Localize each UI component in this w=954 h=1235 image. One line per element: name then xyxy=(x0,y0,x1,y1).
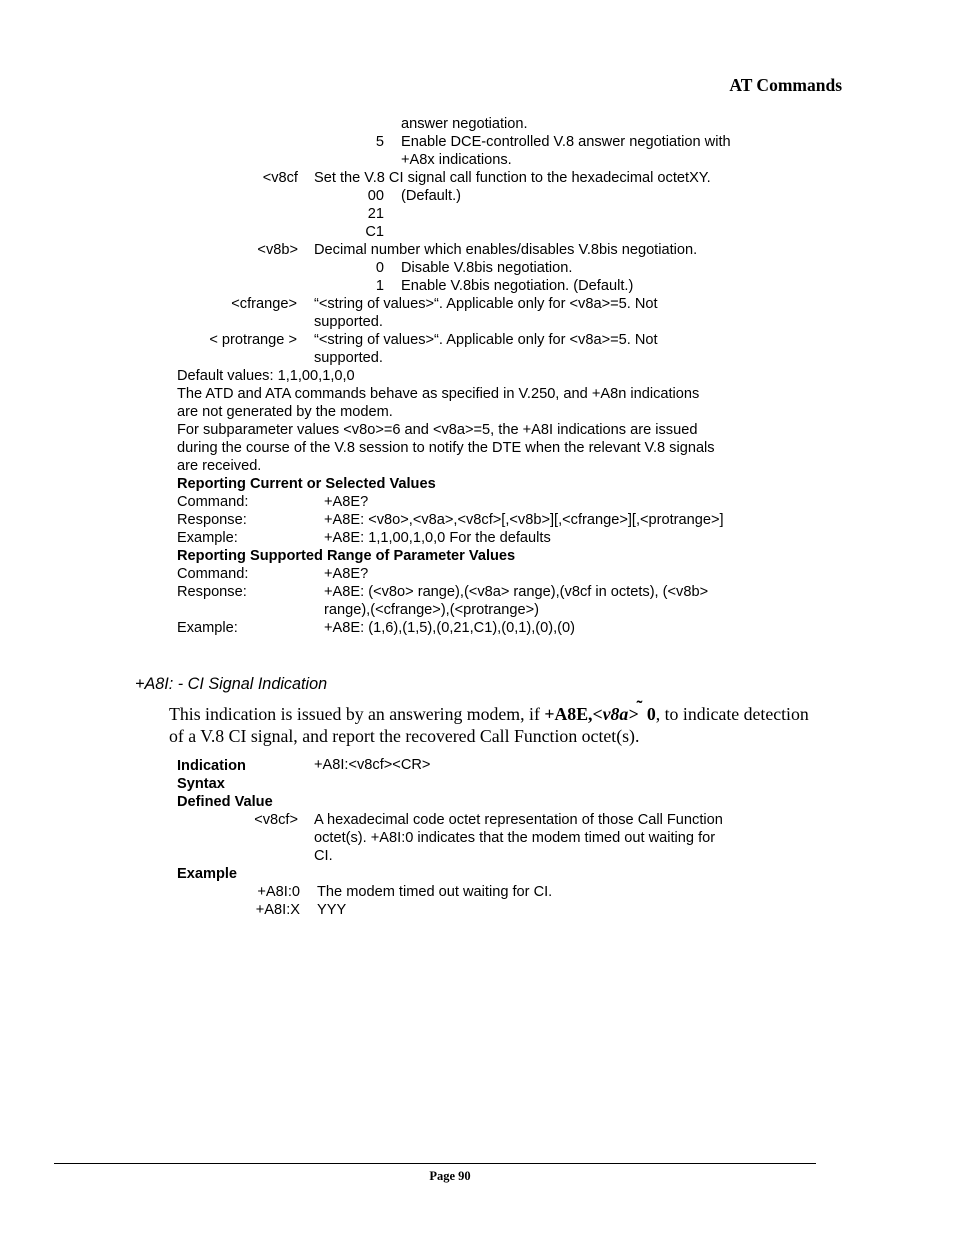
v8a-value-5-desc-cont: +A8x indications. xyxy=(401,152,512,168)
example-1-desc: The modem timed out waiting for CI. xyxy=(317,884,553,900)
v8b-value-1: 1 xyxy=(375,278,384,294)
a8i-intro-param: <v8a> xyxy=(592,704,639,724)
supported-response-value: +A8E: (<v8o> range),(<v8a> range),(v8cf in octets), (<v8b> xyxy=(324,584,709,600)
supported-command-label: Command: xyxy=(177,566,249,582)
supported-command-value: +A8E? xyxy=(324,566,369,582)
a8i-v8cf-desc-end: CI. xyxy=(314,848,333,864)
a8i-intro-tilde: ˜ xyxy=(636,697,643,717)
v8cf-value-00-desc: (Default.) xyxy=(401,188,462,204)
v8a-value-5: 5 xyxy=(375,134,384,150)
syntax-label: Syntax xyxy=(177,776,225,792)
param-v8b-name: <v8b> xyxy=(257,242,298,258)
v8a-value-5-desc: Enable DCE-controlled V.8 answer negotiation with xyxy=(401,134,731,150)
subparameter-note-cont: during the course of the V.8 session to notify the DTE when the relevant V.8 signals xyxy=(177,440,715,456)
atd-note: The ATD and ATA commands behave as specified in V.250, and +A8n indications xyxy=(177,386,700,402)
current-command-label: Command: xyxy=(177,494,249,510)
atd-note-cont: are not generated by the modem. xyxy=(177,404,393,420)
a8i-intro-paragraph-cont: of a V.8 CI signal, and report the recovered Call Function octet(s). xyxy=(169,726,640,746)
reporting-supported-heading: Reporting Supported Range of Parameter Values xyxy=(177,548,516,564)
v8b-value-1-desc: Enable V.8bis negotiation. (Default.) xyxy=(401,278,634,294)
example-2-desc: YYY xyxy=(317,902,347,918)
subparameter-note-end: are received. xyxy=(177,458,262,474)
current-response-value: +A8E: <v8o>,<v8a>,<v8cf>[,<v8b>][,<cfrange>][,<protrange>] xyxy=(324,512,724,528)
a8i-intro-command: +A8E, xyxy=(544,704,593,724)
a8i-v8cf-desc: A hexadecimal code octet representation of those Call Function xyxy=(314,812,723,828)
param-cfrange-name: <cfrange> xyxy=(231,296,297,312)
v8cf-value-21: 21 xyxy=(367,206,384,222)
current-command-value: +A8E? xyxy=(324,494,369,510)
defined-value-label: Defined Value xyxy=(177,794,273,810)
example-label: Example xyxy=(177,866,238,882)
a8i-intro-zero: 0 xyxy=(642,704,656,724)
supported-example-label: Example: xyxy=(177,620,238,636)
current-example-label: Example: xyxy=(177,530,238,546)
syntax-value: +A8I:<v8cf><CR> xyxy=(314,757,431,773)
reporting-current-heading: Reporting Current or Selected Values xyxy=(177,476,436,492)
footer-rule xyxy=(54,1163,816,1164)
v8b-value-0: 0 xyxy=(375,260,384,276)
v8cf-value-C1: C1 xyxy=(365,224,384,240)
example-1-code: +A8I:0 xyxy=(257,884,300,900)
param-protrange-desc: “<string of values>“. Applicable only for <v8a>=5. Not xyxy=(314,332,658,348)
v8cf-value-00: 00 xyxy=(367,188,384,204)
supported-example-value: +A8E: (1,6),(1,5),(0,21,C1),(0,1),(0),(0) xyxy=(324,620,576,636)
param-cfrange-desc-cont: supported. xyxy=(314,314,383,330)
a8i-intro-text: This indication is issued by an answering modem, if xyxy=(169,704,545,724)
param-v8cf-desc: Set the V.8 CI signal call function to the hexadecimal octetXY. xyxy=(314,170,711,186)
a8i-v8cf-name: <v8cf> xyxy=(254,812,298,828)
param-v8cf-name: <v8cf xyxy=(262,170,298,186)
param-protrange-desc-cont: supported. xyxy=(314,350,383,366)
current-response-label: Response: xyxy=(177,512,247,528)
indication-label: Indication xyxy=(177,758,246,774)
subparameter-note: For subparameter values <v8o>=6 and <v8a>=5, the +A8I indications are issued xyxy=(177,422,698,438)
a8i-v8cf-desc-cont: octet(s). +A8I:0 indicates that the modem timed out waiting for xyxy=(314,830,716,846)
v8a-continuation: answer negotiation. xyxy=(401,116,528,132)
a8i-intro-text-end: , to indicate detection xyxy=(655,704,809,724)
v8b-value-0-desc: Disable V.8bis negotiation. xyxy=(401,260,573,276)
a8i-intro-paragraph xyxy=(169,697,809,725)
param-protrange-name: < protrange > xyxy=(209,332,297,348)
default-values: Default values: 1,1,00,1,0,0 xyxy=(177,368,355,384)
supported-response-label: Response: xyxy=(177,584,247,600)
page-number: Page 90 xyxy=(429,1169,471,1183)
example-2-code: +A8I:X xyxy=(255,902,300,918)
current-example-value: +A8E: 1,1,00,1,0,0 For the defaults xyxy=(324,530,551,546)
page-header-title: AT Commands xyxy=(729,75,842,95)
param-cfrange-desc: “<string of values>“. Applicable only for <v8a>=5. Not xyxy=(314,296,658,312)
supported-response-value-cont: range),(<cfrange>),(<protrange>) xyxy=(324,602,539,618)
a8i-section-title: +A8I: - CI Signal Indication xyxy=(135,675,328,693)
param-v8b-desc: Decimal number which enables/disables V.8bis negotiation. xyxy=(314,242,698,258)
